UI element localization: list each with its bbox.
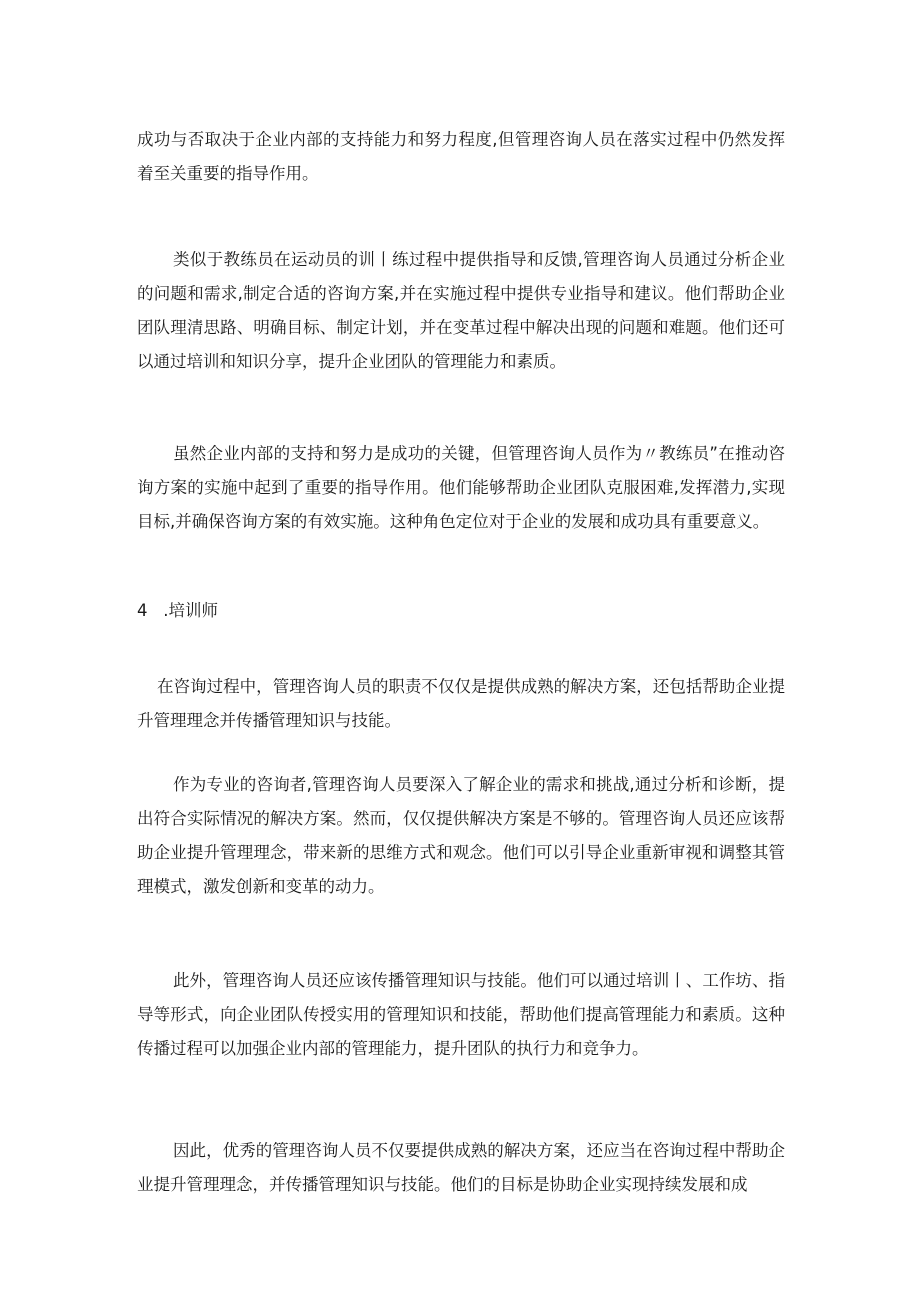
paragraph: 因此，优秀的管理咨询人员不仅要提供成熟的解决方案，还应当在咨询过程中帮助企业提升管理理念，并传播管理知识与技能。他们的目标是协助企业实现持续发展和成 — [137, 1141, 785, 1194]
section-heading: 4 .培训师 — [137, 601, 218, 620]
paragraph: 作为专业的咨询者,管理咨询人员要深入了解企业的需求和挑战,通过分析和诊断，提出符合实际情况的解决方案。然而，仅仅提供解决方案是不够的。管理咨询人员还应该帮助企业提升管理理念，带来新的思维方式和观念。他们可以引导企业重新审视和调整其管理模式，激发创新和变革的动力。 — [137, 775, 785, 896]
paragraph: 在咨询过程中，管理咨询人员的职责不仅仅是提供成熟的解决方案，还包括帮助企业提升管理理念并传播管理知识与技能。 — [137, 677, 785, 730]
paragraph: 成功与否取决于企业内部的支持能力和努力程度,但管理咨询人员在落实过程中仍然发挥着至关重要的指导作用。 — [137, 130, 785, 183]
paragraph: 类似于教练员在运动员的训丨练过程中提供指导和反馈,管理咨询人员通过分析企业的问题和需求,制定合适的咨询方案,并在实施过程中提供专业指导和建议。他们帮助企业团队理清思路、明确目标、制定计划，并在变革过程中解决出现的问题和难题。他们还可以通过培训和知识分享，提升企业团队的管理能力和素质。 — [137, 250, 785, 371]
paragraph: 虽然企业内部的支持和努力是成功的关键，但管理咨询人员作为〃教练员”在推动咨询方案的实施中起到了重要的指导作用。他们能够帮助企业团队克服困难,发挥潜力,实现目标,并确保咨询方案的有效实施。这种角色定位对于企业的发展和成功具有重要意义。 — [137, 444, 785, 531]
paragraph: 此外，管理咨询人员还应该传播管理知识与技能。他们可以通过培训丨、工作坊、指导等形式，向企业团队传授实用的管理知识和技能，帮助他们提高管理能力和素质。这种传播过程可以加强企业内部的管理能力，提升团队的执行力和竞争力。 — [137, 971, 785, 1058]
